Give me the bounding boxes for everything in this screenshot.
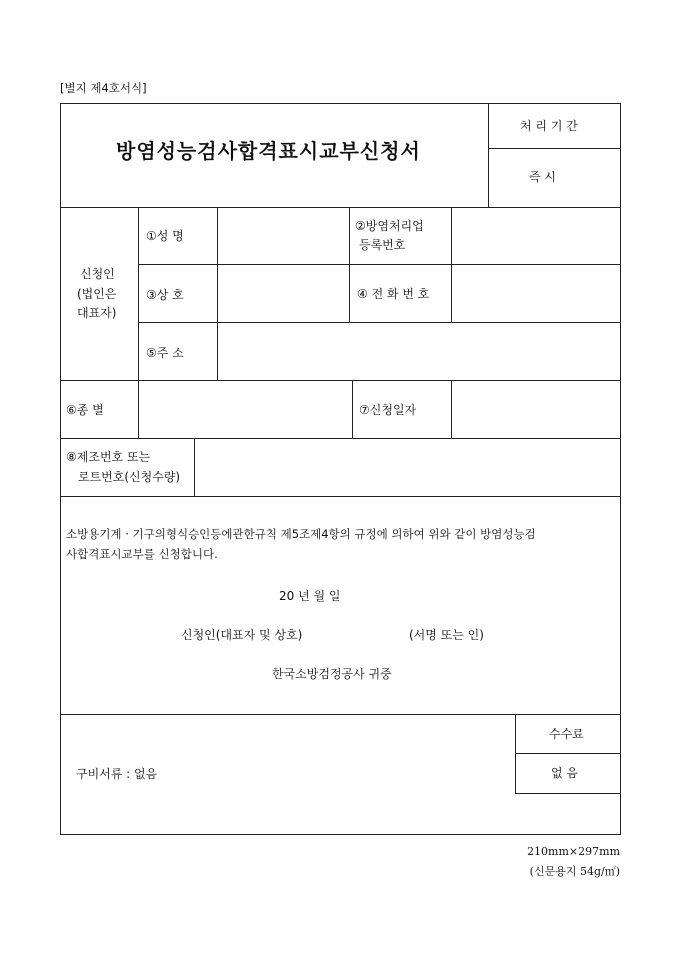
applicant-label: 신청인 (80, 267, 115, 281)
phone-input[interactable] (452, 265, 620, 321)
trade-name-input[interactable] (218, 265, 348, 321)
processing-period-value: 즉 시 (529, 170, 556, 184)
name-label: ①성 명 (146, 229, 184, 243)
paper-size: 210mm×297mm (527, 845, 620, 858)
serial-number-label-line2: 로트번호(신청수량) (78, 470, 181, 484)
address-label: ⑤주 소 (146, 346, 184, 360)
fee-label: 수수료 (549, 727, 584, 741)
phone-label: ④ 전 화 번 호 (357, 287, 430, 301)
serial-number-label: ⑧제조번호 또는 (66, 450, 151, 464)
address-input[interactable] (218, 323, 620, 379)
fee-value: 없 음 (551, 766, 578, 780)
divider (515, 714, 516, 793)
statement-text-line2: 사합격표시교부를 신청합니다. (66, 547, 218, 561)
divider (488, 148, 621, 149)
form-title: 방염성능검사합격표시교부신청서 (116, 139, 421, 163)
required-documents: 구비서류 : 없음 (76, 767, 158, 781)
applicant-label-line2: (법인은 (77, 287, 117, 301)
registration-number-label-line2: 등록번호 (359, 238, 406, 252)
registration-number-label: ②방염처리업 (355, 219, 424, 233)
statement-text: 소방용기계 · 기구의형식승인등에관한규칙 제5조제4항의 규정에 의하여 위와 같이 방염성능검 (66, 527, 536, 541)
divider (352, 380, 353, 438)
divider (138, 207, 139, 380)
signature-hint: (서명 또는 인) (409, 628, 484, 642)
divider (515, 753, 621, 754)
divider (515, 793, 621, 794)
divider (488, 103, 489, 207)
category-input[interactable] (139, 381, 351, 437)
category-label: ⑥종 별 (66, 403, 104, 417)
date-line: 20 년 월 일 (279, 589, 341, 603)
recipient: 한국소방검정공사 귀중 (272, 667, 392, 681)
trade-name-label: ③상 호 (146, 288, 184, 302)
name-input[interactable] (218, 208, 348, 263)
paper-type: (신문용지 54g/㎡) (529, 865, 620, 878)
signature-label: 신청인(대표자 및 상호) (181, 628, 303, 642)
divider (349, 207, 350, 322)
applicant-label-line3: 대표자) (77, 306, 117, 320)
divider (60, 714, 621, 715)
application-date-label: ⑦신청일자 (359, 403, 417, 417)
registration-number-input[interactable] (452, 208, 620, 263)
divider (60, 496, 621, 497)
form-reference: [별지 제4호서식] (60, 81, 147, 95)
application-date-input[interactable] (452, 381, 620, 437)
serial-number-input[interactable] (195, 439, 620, 495)
processing-period-label: 처 리 기 간 (520, 119, 578, 133)
